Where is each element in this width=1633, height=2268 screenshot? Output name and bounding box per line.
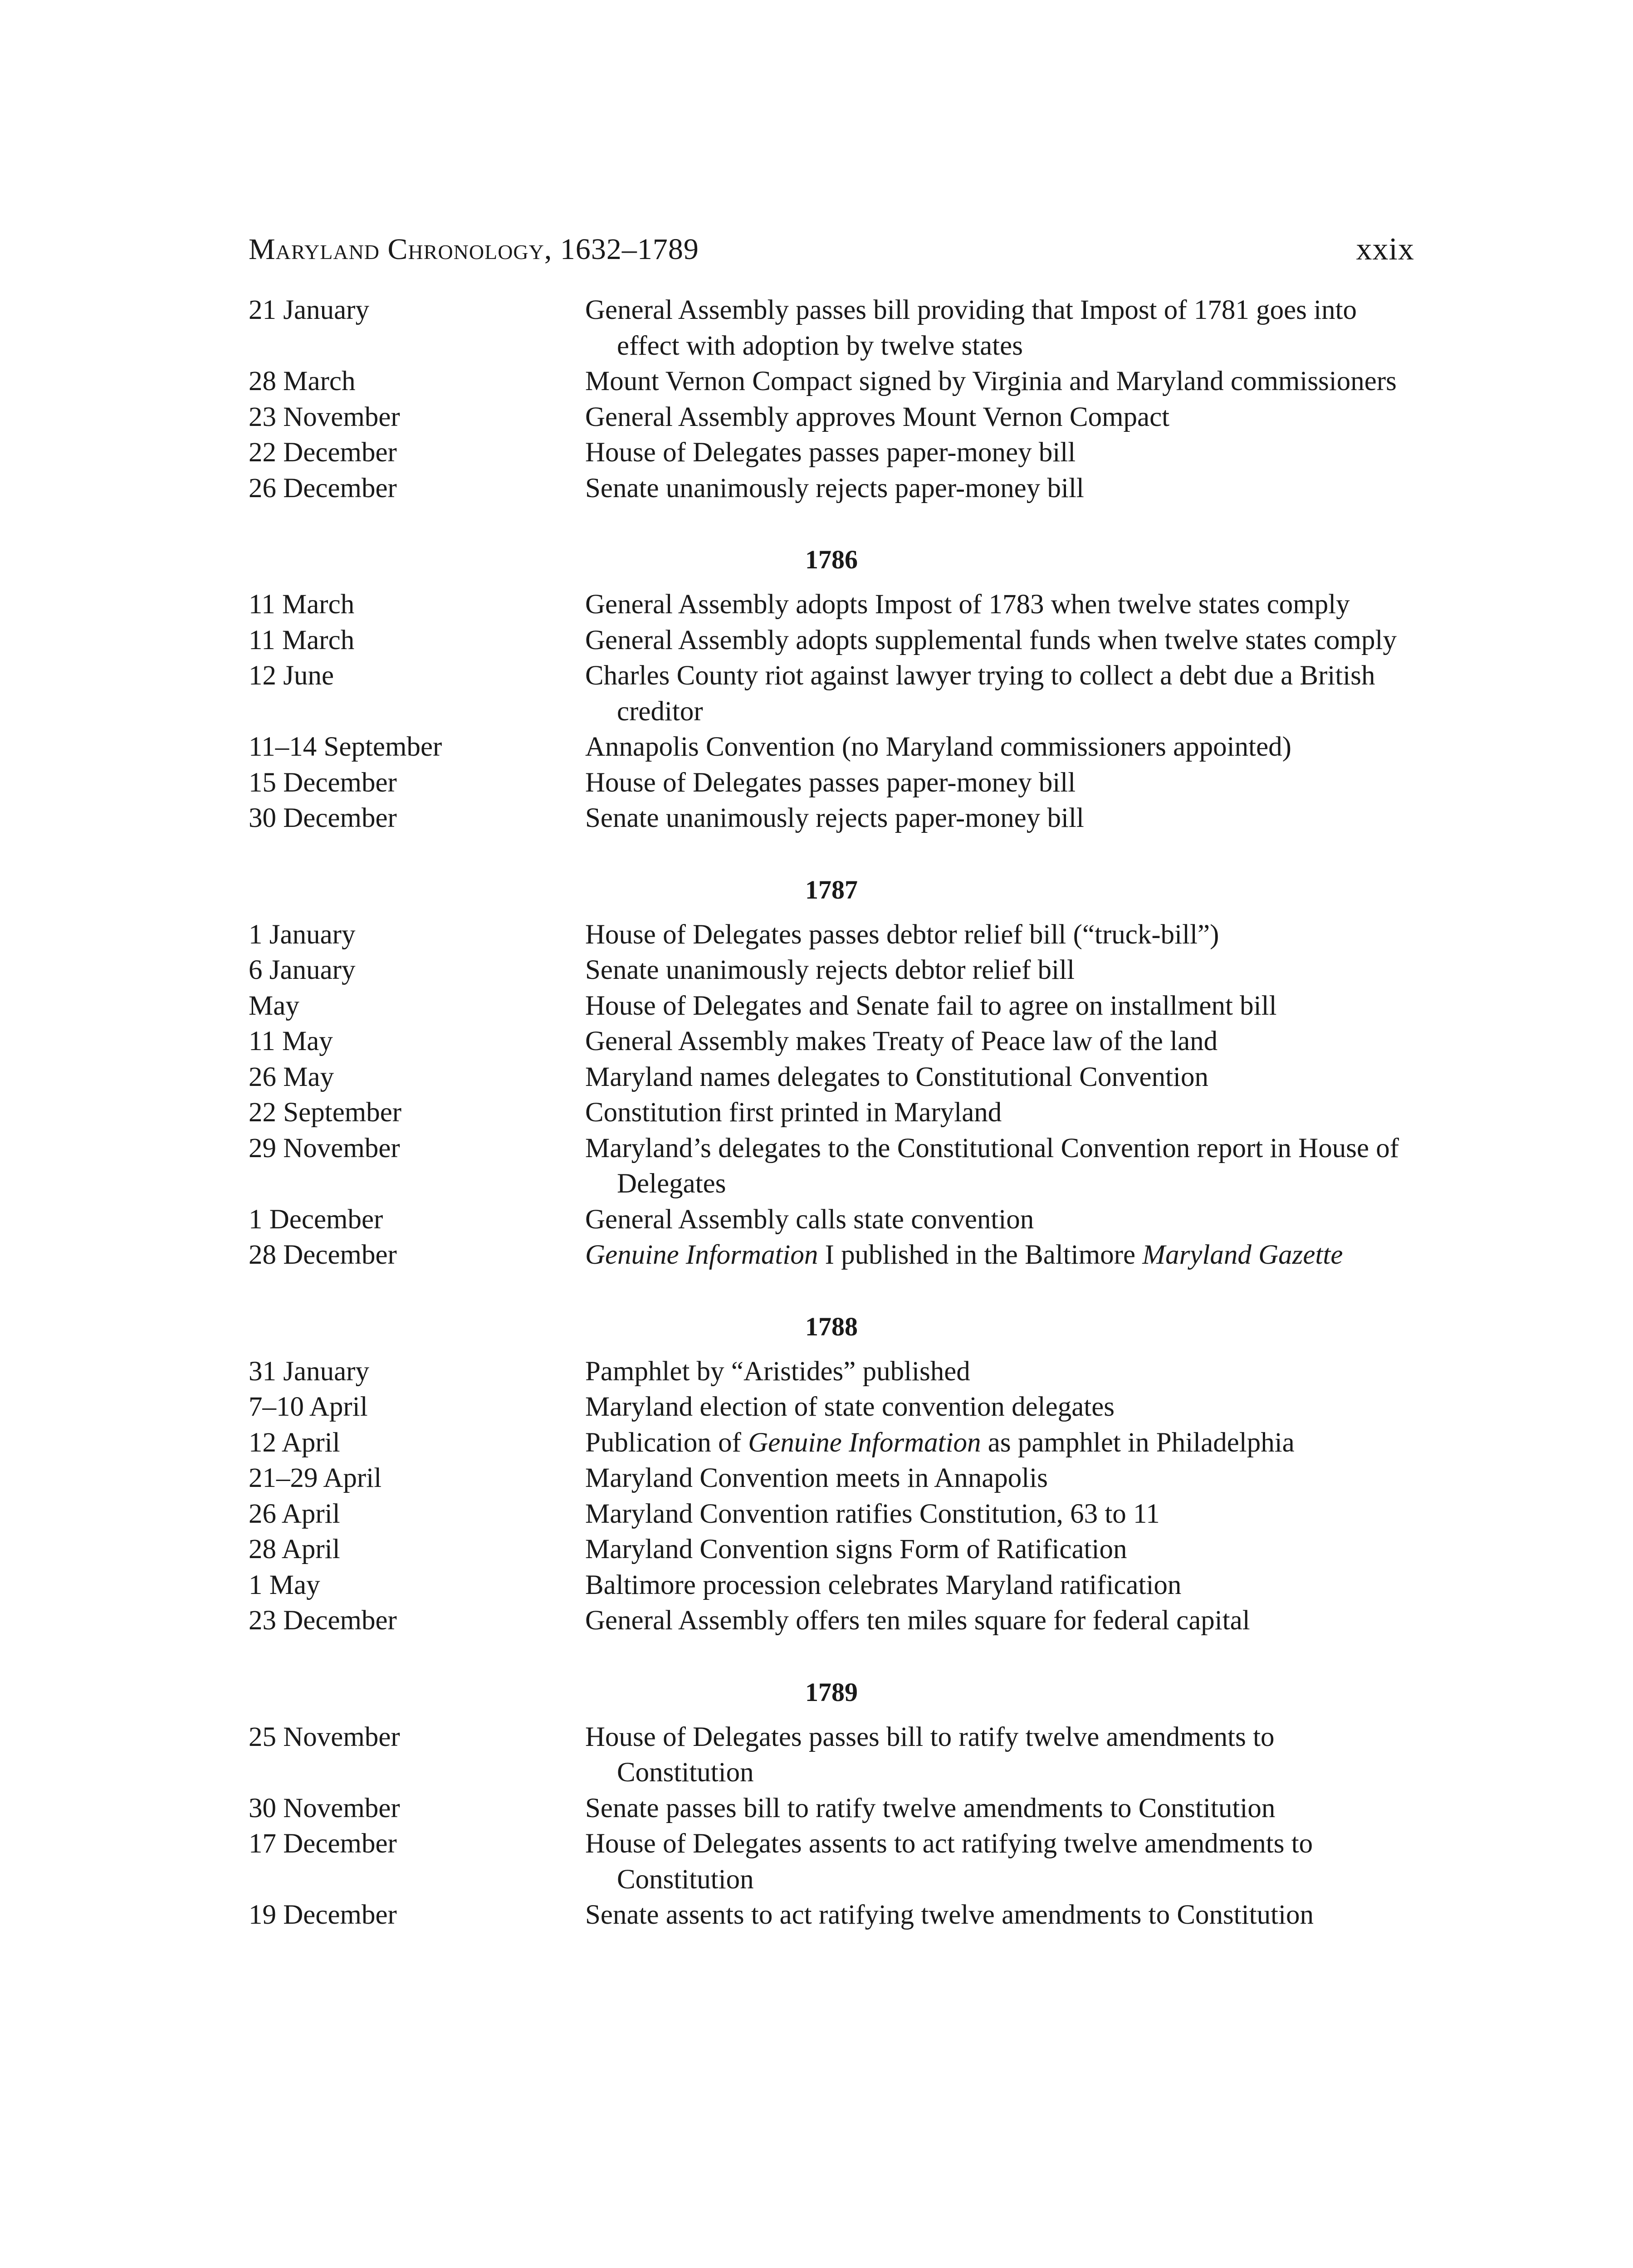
chronology-entry — [249, 988, 1414, 1024]
italic-title: Genuine Information — [585, 1240, 818, 1270]
entry-date: 25 November — [249, 1721, 400, 1752]
entry-event: House of Delegates assents to act ratifying twelve amendments to Constitution — [585, 1828, 1313, 1895]
entry-event: House of Delegates passes paper-money bill — [585, 437, 1076, 468]
chronology-entry — [249, 1237, 1414, 1273]
entry-date: 6 January — [249, 955, 356, 985]
entry-event: House of Delegates passes bill to ratify twelve amendments to Constitution — [585, 1721, 1275, 1788]
entry-event: Constitution first printed in Maryland — [585, 1097, 1002, 1128]
entry-date: 30 December — [249, 803, 397, 833]
entry-event: Maryland’s delegates to the Constitutional Convention report in House of Delegates — [585, 1133, 1399, 1199]
entry-event: Senate unanimously rejects paper-money bill — [585, 803, 1084, 833]
italic-title: Maryland Gazette — [1142, 1240, 1343, 1270]
entry-date: 23 December — [249, 1605, 397, 1636]
chronology-entry — [249, 1568, 1414, 1603]
chronology-entry — [249, 1202, 1414, 1238]
chronology-entry — [249, 435, 1414, 471]
italic-title: Genuine Information — [748, 1427, 981, 1458]
chronology-entry — [249, 1791, 1414, 1827]
entry-event: Publication of Genuine Information as pamphlet in Philadelphia — [585, 1427, 1295, 1458]
entry-date: 11 March — [249, 625, 355, 655]
entry-date: 17 December — [249, 1828, 397, 1859]
entry-date: 19 December — [249, 1900, 397, 1930]
entry-date: 31 January — [249, 1356, 369, 1387]
entry-event: Genuine Information I published in the Baltimore Maryland Gazette — [585, 1240, 1343, 1270]
entry-date: 22 September — [249, 1097, 402, 1128]
chronology-entry — [249, 587, 1414, 623]
chronology-entry — [249, 400, 1414, 435]
running-title: Maryland Chronology, 1632–1789 — [249, 233, 699, 266]
chronology-entry — [249, 917, 1414, 953]
entry-date: 22 December — [249, 437, 397, 468]
entry-event: House of Delegates passes debtor relief bill (“truck-bill”) — [585, 919, 1219, 950]
entry-event: Senate unanimously rejects debtor relief bill — [585, 955, 1075, 985]
year-heading: 1786 — [805, 545, 858, 574]
year-section — [249, 293, 1414, 506]
chronology-entry — [249, 1826, 1414, 1897]
entry-event: Mount Vernon Compact signed by Virginia and Maryland commissioners — [585, 366, 1397, 396]
entry-event: General Assembly makes Treaty of Peace law of the land — [585, 1026, 1218, 1056]
entry-event: Maryland Convention ratifies Constitution, 63 to 11 — [585, 1498, 1160, 1529]
chronology-entry — [249, 765, 1414, 801]
entry-event: Maryland names delegates to Constitutional Convention — [585, 1061, 1208, 1092]
entry-date: 28 March — [249, 366, 356, 396]
entry-date: 1 January — [249, 919, 356, 950]
entry-date: 12 June — [249, 660, 334, 691]
entry-date: 7–10 April — [249, 1392, 368, 1422]
year-section — [249, 1309, 1414, 1639]
entry-date: 21–29 April — [249, 1463, 382, 1493]
running-head — [249, 229, 1414, 270]
entry-date: 21 January — [249, 295, 369, 325]
entry-event: House of Delegates passes paper-money bill — [585, 767, 1076, 798]
entry-event: General Assembly passes bill providing that Impost of 1781 goes into effect with adoption by twelve states — [585, 295, 1357, 361]
chronology-entry — [249, 1603, 1414, 1639]
entry-event: Maryland election of state convention delegates — [585, 1392, 1115, 1422]
entry-date: 26 April — [249, 1498, 340, 1529]
entry-date: 26 December — [249, 473, 397, 503]
year-section — [249, 872, 1414, 1273]
entry-date: 28 April — [249, 1534, 340, 1564]
entry-event: General Assembly offers ten miles square for federal capital — [585, 1605, 1250, 1636]
entry-date: 1 December — [249, 1204, 383, 1235]
entry-event: Pamphlet by “Aristides” published — [585, 1356, 970, 1387]
chronology-list — [249, 293, 1414, 1933]
page-number: xxix — [1356, 232, 1414, 267]
chronology-entry — [249, 1425, 1414, 1461]
chronology-entry — [249, 471, 1414, 507]
chronology-entry — [249, 1496, 1414, 1532]
chronology-entry — [249, 1720, 1414, 1791]
entry-date: 1 May — [249, 1569, 320, 1600]
entry-event: Senate unanimously rejects paper-money bill — [585, 473, 1084, 503]
entry-event: Maryland Convention meets in Annapolis — [585, 1463, 1048, 1493]
entry-date: 23 November — [249, 401, 400, 432]
entry-date: 11 March — [249, 589, 355, 620]
entry-date: 28 December — [249, 1240, 397, 1270]
entry-event: Senate passes bill to ratify twelve amendments to Constitution — [585, 1793, 1276, 1823]
chronology-entry — [249, 729, 1414, 765]
chronology-entry — [249, 801, 1414, 836]
chronology-entry — [249, 1461, 1414, 1496]
entry-event: General Assembly adopts supplemental funds when twelve states comply — [585, 625, 1397, 655]
chronology-entry — [249, 293, 1414, 364]
entry-date: 11–14 September — [249, 732, 442, 762]
chronology-entry — [249, 953, 1414, 988]
entry-date: 30 November — [249, 1793, 400, 1823]
year-section — [249, 1674, 1414, 1933]
entry-event: General Assembly approves Mount Vernon Compact — [585, 401, 1170, 432]
entry-date: 12 April — [249, 1427, 340, 1458]
chronology-entry — [249, 623, 1414, 659]
chronology-entry — [249, 1024, 1414, 1060]
chronology-entry — [249, 1532, 1414, 1568]
chronology-entry — [249, 1354, 1414, 1390]
year-heading: 1789 — [805, 1677, 858, 1707]
chronology-entry — [249, 1389, 1414, 1425]
year-heading: 1788 — [805, 1311, 858, 1341]
entry-event: Senate assents to act ratifying twelve amendments to Constitution — [585, 1900, 1314, 1930]
chronology-entry — [249, 1095, 1414, 1131]
year-section — [249, 542, 1414, 836]
entry-event: General Assembly adopts Impost of 1783 when twelve states comply — [585, 589, 1350, 620]
entry-event: Annapolis Convention (no Maryland commissioners appointed) — [585, 732, 1291, 762]
entry-event: Baltimore procession celebrates Maryland ratification — [585, 1569, 1182, 1600]
entry-date: 15 December — [249, 767, 397, 798]
entry-event: Maryland Convention signs Form of Ratification — [585, 1534, 1127, 1564]
chronology-entry — [249, 364, 1414, 400]
entry-event: General Assembly calls state convention — [585, 1204, 1034, 1235]
year-heading: 1787 — [805, 875, 858, 904]
book-page — [249, 229, 1414, 1933]
entry-date: 26 May — [249, 1061, 334, 1092]
chronology-entry — [249, 658, 1414, 729]
entry-event: Charles County riot against lawyer trying to collect a debt due a British creditor — [585, 660, 1375, 727]
entry-date: 29 November — [249, 1133, 400, 1163]
chronology-entry — [249, 1131, 1414, 1202]
chronology-entry — [249, 1897, 1414, 1933]
entry-event: House of Delegates and Senate fail to agree on installment bill — [585, 990, 1277, 1021]
entry-date: 11 May — [249, 1026, 333, 1056]
chronology-entry — [249, 1060, 1414, 1095]
entry-date: May — [249, 990, 299, 1021]
